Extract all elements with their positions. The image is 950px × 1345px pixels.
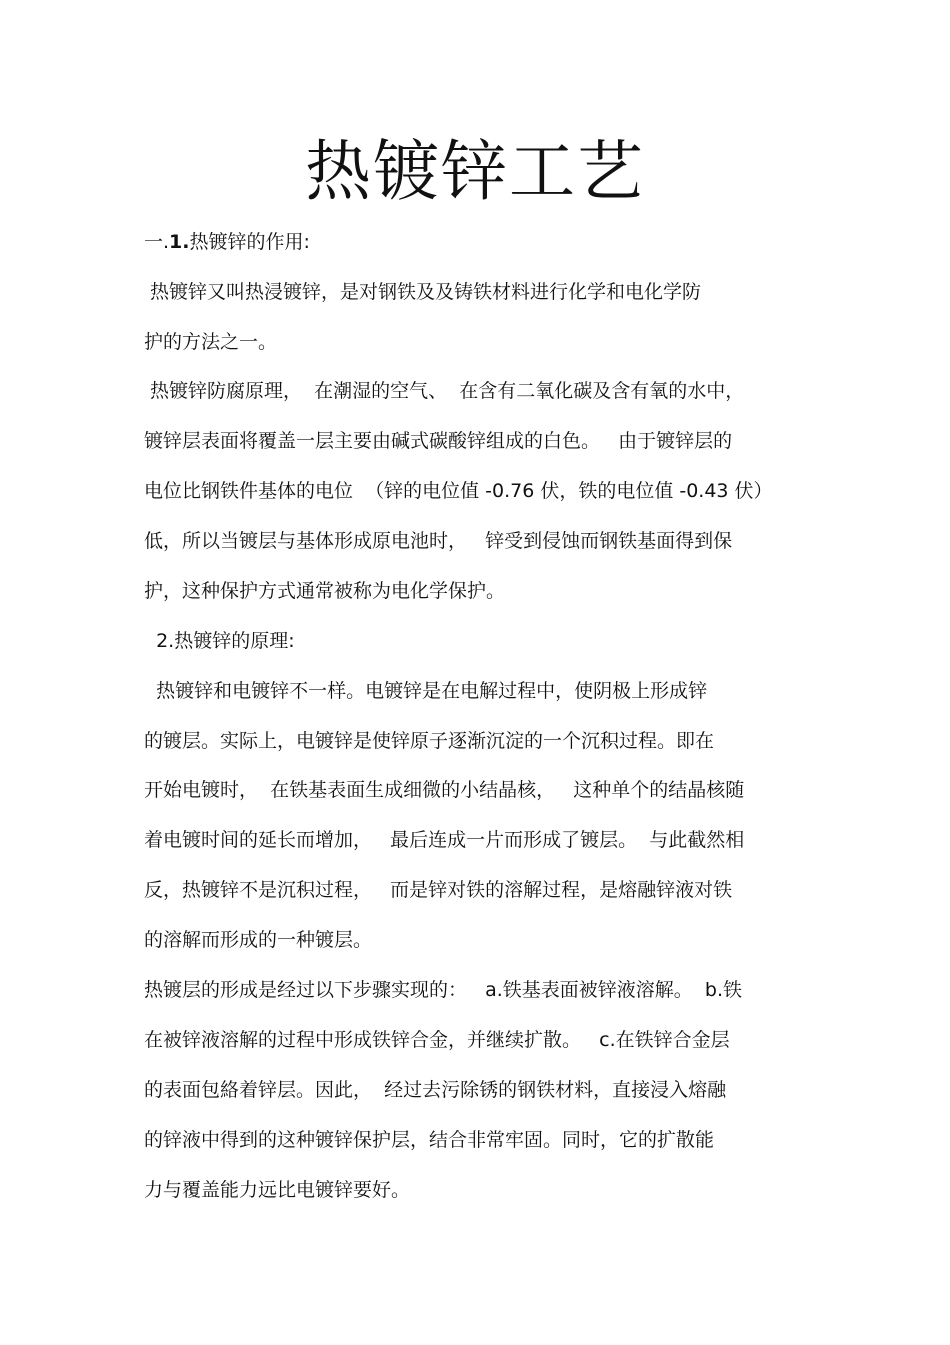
paragraph-4-line-4: 的锌液中得到的这种镀锌保护层，结合非常牢固。同时，它的扩散能	[144, 1129, 715, 1151]
heading-1-prefix: 一.	[144, 231, 170, 253]
paragraph-3-line-5: 反，热镀锌不是沉积过程， 而是锌对铁的溶解过程，是熔融锌液对铁	[144, 879, 733, 901]
paragraph-3-line-2: 的镀层。实际上，电镀锌是使锌原子逐渐沉淀的一个沉积过程。即在	[144, 730, 715, 752]
document-title: 热镀锌工艺	[305, 133, 645, 210]
paragraph-3-line-4: 着电镀时间的延长而增加， 最后连成一片而形成了镀层。 与此截然相	[144, 829, 745, 851]
paragraph-2-line-5: 护，这种保护方式通常被称为电化学保护。	[144, 580, 506, 602]
paragraph-2-line-4: 低，所以当镀层与基体形成原电池时， 锌受到侵蚀而钢铁基面得到保	[144, 530, 733, 552]
paragraph-3-line-1: 热镀锌和电镀锌不一样。电镀锌是在电解过程中，使阴极上形成锌	[144, 680, 708, 702]
section-heading-2: 2.热镀锌的原理:	[144, 630, 295, 652]
heading-1-text: 热镀锌的作用:	[189, 231, 310, 253]
paragraph-4-line-1: 热镀层的形成是经过以下步骤实现的： a.铁基表面被锌液溶解。 b.铁	[144, 979, 742, 1001]
paragraph-4-line-5: 力与覆盖能力远比电镀锌要好。	[144, 1179, 411, 1201]
paragraph-1-line-1: 热镀锌又叫热浸镀锌，是对钢铁及及铸铁材料进行化学和电化学防	[144, 281, 702, 303]
paragraph-2-line-3: 电位比钢铁件基体的电位 （锌的电位值 -0.76 伏，铁的电位值 -0.43 伏）	[144, 480, 773, 502]
paragraph-4-line-2: 在被锌液溶解的过程中形成铁锌合金，并继续扩散。 c.在铁锌合金层	[144, 1029, 730, 1051]
paragraph-2-line-2: 镀锌层表面将覆盖一层主要由碱式碳酸锌组成的白色。 由于镀锌层的	[144, 430, 733, 452]
heading-1-number: 1.	[169, 231, 190, 253]
section-heading-1	[144, 229, 310, 255]
paragraph-1-line-2: 护的方法之一。	[144, 331, 278, 353]
paragraph-3-line-6: 的溶解而形成的一种镀层。	[144, 929, 373, 951]
paragraph-2-line-1: 热镀锌防腐原理， 在潮湿的空气、 在含有二氧化碳及含有氧的水中，	[144, 380, 745, 402]
paragraph-4-line-3: 的表面包絡着锌层。因此， 经过去污除锈的钢铁材料，直接浸入熔融	[144, 1079, 727, 1101]
paragraph-3-line-3: 开始电镀时， 在铁基表面生成细微的小结晶核， 这种单个的结晶核随	[144, 779, 745, 801]
